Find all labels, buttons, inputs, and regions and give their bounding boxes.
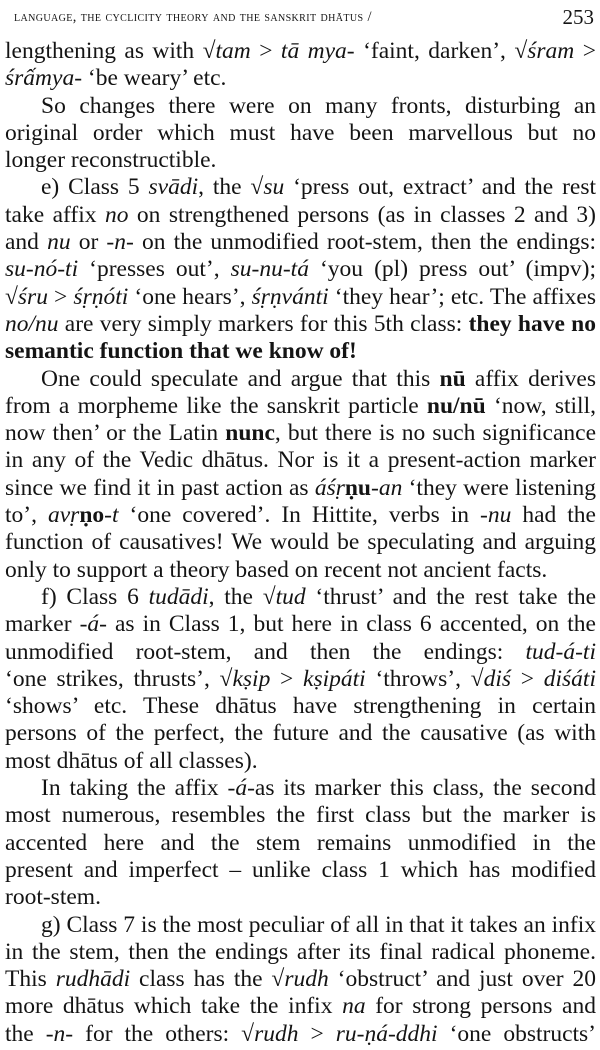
text-run: longer reconstructible. bbox=[5, 147, 217, 174]
text-line bbox=[5, 1021, 596, 1048]
text-line bbox=[5, 693, 596, 720]
text-line bbox=[5, 884, 596, 911]
text-run: , but there is no such significance bbox=[274, 420, 596, 447]
italic-term: rudh bbox=[284, 966, 329, 993]
text-run: ‘presses out’, bbox=[78, 256, 231, 283]
italic-term: kṣip bbox=[232, 665, 271, 692]
text-line bbox=[5, 393, 596, 420]
text-run: ‘you (pl) press out’ (impv); bbox=[308, 256, 596, 283]
text-run: ‘be weary’ etc. bbox=[82, 65, 227, 92]
text-run: now then’ or the Latin bbox=[5, 420, 226, 447]
text-line bbox=[5, 966, 596, 993]
running-header bbox=[14, 0, 594, 34]
page-number: 253 bbox=[562, 4, 594, 29]
text-run: √ bbox=[5, 283, 18, 310]
text-run: This bbox=[5, 966, 56, 993]
text-line bbox=[5, 147, 596, 174]
text-run: had the bbox=[511, 502, 596, 529]
italic-term: na bbox=[342, 993, 366, 1020]
italic-term: -an bbox=[371, 474, 403, 501]
text-run: One could speculate and argue that this bbox=[41, 365, 440, 392]
text-line bbox=[5, 284, 596, 311]
text-run: ‘one covered’. In Hittite, verbs in bbox=[118, 502, 481, 529]
text-line bbox=[5, 93, 596, 120]
text-run: and bbox=[5, 229, 48, 256]
text-run: in any of the Vedic dhātus. Nor is it a present-action marker bbox=[5, 447, 596, 474]
italic-term: -n- bbox=[106, 229, 134, 256]
text-run: , the √ bbox=[208, 583, 276, 610]
text-run: as in Class 1, but here in class 6 accented, on the bbox=[106, 611, 596, 638]
italic-term: -á- bbox=[79, 611, 107, 638]
text-run: unmodified root-stem, and then the endings: bbox=[5, 638, 526, 665]
text-run: lengthening as with √ bbox=[5, 38, 216, 64]
text-run: ‘they were listening bbox=[402, 474, 596, 501]
text-run: for strong persons and bbox=[365, 993, 596, 1020]
text-run: on strengthened persons (as in classes 2 and 3) bbox=[128, 201, 597, 228]
text-run: function of causatives! We would be speculating and arguing bbox=[5, 529, 596, 556]
italic-term: -á- bbox=[227, 775, 255, 802]
text-run: ‘now, still, bbox=[485, 392, 596, 419]
running-title: language, the cyclicity theory and the sanskrit dhātus / bbox=[14, 8, 372, 25]
text-run: on the unmodified root-stem, then the endings: bbox=[133, 229, 597, 256]
text-run: from a morpheme like the sanskrit particle bbox=[5, 392, 427, 419]
text-line bbox=[5, 229, 596, 256]
text-run: accented here and the stem remains unmodified in the bbox=[5, 829, 596, 856]
text-line bbox=[5, 748, 596, 775]
text-run: ‘they hear’; etc. The affixes bbox=[328, 283, 596, 310]
text-line bbox=[5, 639, 596, 666]
text-run: ‘one strikes, thrusts’, √ bbox=[5, 665, 233, 692]
text-run: g) Class 7 is the most peculiar of all in that it takes an infix bbox=[41, 911, 596, 938]
text-run: or bbox=[70, 229, 107, 256]
text-run: > bbox=[47, 283, 74, 310]
italic-term: ru-ṇá-ddhi bbox=[335, 1020, 438, 1047]
text-line bbox=[5, 666, 596, 693]
text-run: most numerous, resembles the first class but the marker is bbox=[5, 802, 596, 829]
italic-term: tudādi bbox=[148, 583, 209, 610]
text-run: present and imperfect – unlike class 1 which has modified bbox=[5, 856, 596, 883]
italic-term: śṛṇvánti bbox=[251, 283, 329, 310]
bold-emphasis: ṇo bbox=[79, 502, 105, 529]
text-run: class has the √ bbox=[130, 966, 285, 993]
italic-term: su-nu-tá bbox=[230, 256, 309, 283]
text-run: marker bbox=[5, 611, 80, 638]
text-run: affix derives bbox=[465, 365, 596, 392]
text-line bbox=[5, 447, 596, 474]
text-run: take affix bbox=[5, 201, 105, 228]
italic-term: śrấmya- bbox=[5, 65, 83, 92]
italic-term: su bbox=[263, 174, 285, 201]
text-line bbox=[5, 202, 596, 229]
text-run: more dhātus which take the infix bbox=[5, 993, 343, 1020]
text-run: for the others: √ bbox=[73, 1020, 255, 1047]
text-line bbox=[5, 939, 596, 966]
text-line bbox=[5, 584, 596, 611]
text-run: ‘thrust’ and the rest take the bbox=[305, 583, 597, 610]
text-line bbox=[5, 802, 596, 829]
bold-emphasis: nunc bbox=[225, 420, 275, 447]
text-run: root-stem. bbox=[5, 884, 101, 911]
bold-emphasis: ṇu bbox=[344, 474, 371, 501]
text-run: f) Class 6 bbox=[41, 583, 149, 610]
text-run: > bbox=[250, 38, 281, 64]
italic-term: no bbox=[104, 201, 129, 228]
bold-emphasis: nu/nū bbox=[426, 392, 486, 419]
text-run: > bbox=[511, 665, 544, 692]
text-line bbox=[5, 857, 596, 884]
italic-term: nu bbox=[47, 229, 71, 256]
text-line bbox=[5, 311, 596, 338]
text-run: as its marker this class, the second bbox=[254, 775, 596, 802]
text-run: ‘faint, darken’, √ bbox=[354, 38, 528, 64]
text-run: ‘obstruct’ and just over 20 bbox=[328, 966, 596, 993]
text-line bbox=[5, 256, 596, 283]
text-line bbox=[5, 502, 596, 529]
italic-term: diś bbox=[483, 665, 512, 692]
italic-term: áśṛ bbox=[314, 474, 345, 501]
text-run: e) Class 5 bbox=[41, 174, 149, 201]
body-text bbox=[5, 38, 596, 1048]
text-run: original order which must have been marvellous but no bbox=[5, 119, 596, 146]
text-line bbox=[5, 830, 596, 857]
text-run: > bbox=[298, 1020, 336, 1047]
italic-term: śram bbox=[527, 38, 575, 64]
text-line bbox=[5, 420, 596, 447]
text-line bbox=[5, 65, 596, 92]
bold-emphasis: they have no bbox=[468, 310, 596, 337]
italic-term: -t bbox=[104, 502, 119, 529]
text-line bbox=[5, 993, 596, 1020]
text-run: ‘press out, extract’ and the rest bbox=[284, 174, 596, 201]
text-line bbox=[5, 611, 596, 638]
text-run: > bbox=[574, 38, 596, 64]
text-run: since we find it in past action as bbox=[5, 474, 315, 501]
text-run: are very simply markers for this 5th class: bbox=[58, 310, 469, 337]
italic-term: no/nu bbox=[5, 310, 59, 337]
italic-term: kṣipáti bbox=[303, 665, 366, 692]
text-line bbox=[5, 775, 596, 802]
bold-emphasis: nū bbox=[439, 365, 466, 392]
text-line bbox=[5, 912, 596, 939]
text-run: persons of the perfect, the future and the causative (as with bbox=[5, 720, 596, 747]
text-line bbox=[5, 720, 596, 747]
italic-term: tud bbox=[275, 583, 306, 610]
italic-term: diśáti bbox=[543, 665, 596, 692]
italic-term: tā mya- bbox=[280, 38, 355, 64]
italic-term: avṛ bbox=[47, 502, 80, 529]
text-line bbox=[5, 529, 596, 556]
text-run: in the stem, then the endings after its final radical phoneme. bbox=[5, 938, 596, 965]
text-run: only to support a theory based on recent not ancient facts. bbox=[5, 556, 548, 583]
text-run: , the √ bbox=[198, 174, 264, 201]
text-run: to’, bbox=[5, 502, 48, 529]
text-line bbox=[5, 174, 596, 201]
italic-term: svādi bbox=[148, 174, 199, 201]
text-run: the bbox=[5, 1020, 46, 1047]
italic-term: -nu bbox=[480, 502, 512, 529]
text-run: > bbox=[270, 665, 304, 692]
text-run: ‘throws’, √ bbox=[365, 665, 484, 692]
text-run: ‘one hears’, bbox=[128, 283, 252, 310]
italic-term: tud-á-ti bbox=[525, 638, 596, 665]
text-line bbox=[5, 366, 596, 393]
italic-term: rudh bbox=[254, 1020, 299, 1047]
text-run: So changes there were on many fronts, disturbing an bbox=[41, 92, 596, 119]
text-line bbox=[5, 557, 596, 584]
italic-term: tam bbox=[215, 38, 251, 64]
text-run: most dhātus of all classes). bbox=[5, 747, 258, 774]
italic-term: su-nó-ti bbox=[5, 256, 79, 283]
italic-term: śṛṇóti bbox=[73, 283, 129, 310]
text-line bbox=[5, 38, 596, 65]
bold-emphasis: semantic function that we know of! bbox=[5, 338, 357, 365]
text-run: ‘one obstructs’ bbox=[437, 1020, 597, 1047]
italic-term: -n- bbox=[45, 1020, 74, 1047]
text-line bbox=[5, 120, 596, 147]
italic-term: rudhādi bbox=[55, 966, 131, 993]
text-run: ‘shows’ etc. These dhātus have strengthening in certain bbox=[5, 693, 596, 720]
italic-term: śru bbox=[17, 283, 48, 310]
text-line bbox=[5, 475, 596, 502]
text-run: In taking the affix bbox=[41, 775, 228, 802]
text-line bbox=[5, 338, 596, 365]
